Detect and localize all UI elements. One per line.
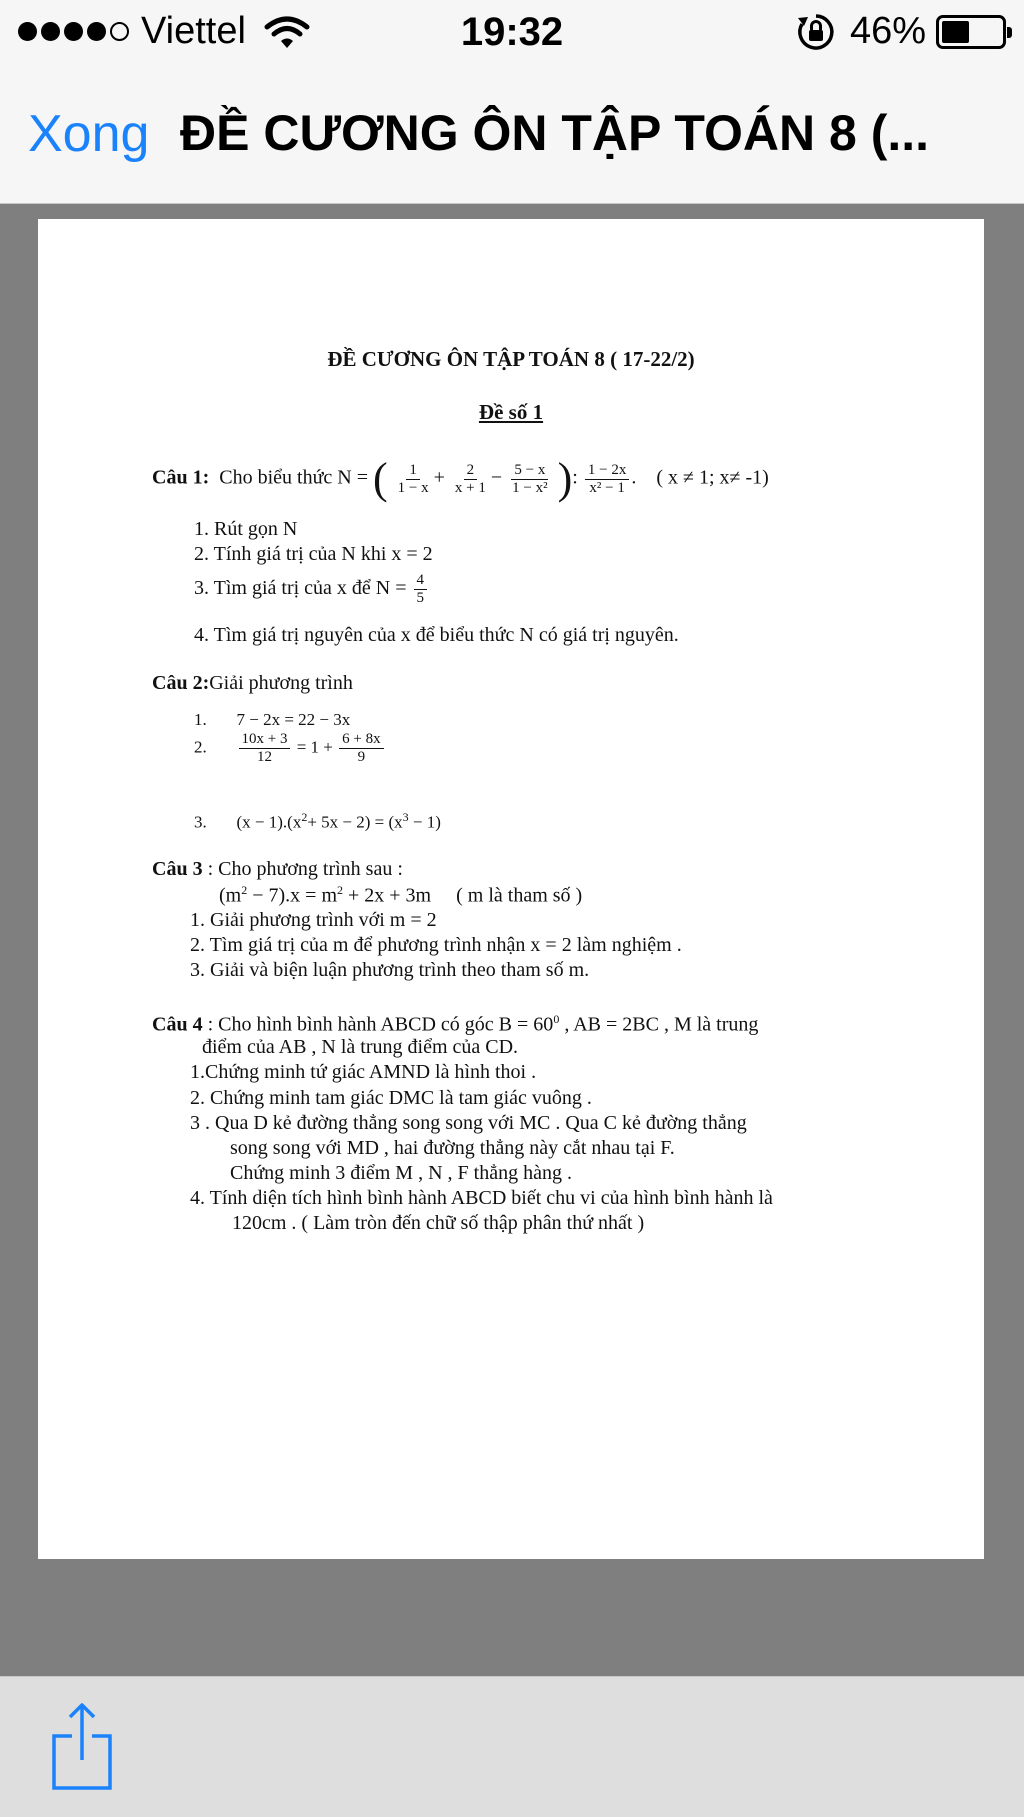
question-4-line: 4. Tính diện tích hình bình hành ABCD biết chu vi của hình bình hành là [190, 1187, 773, 1209]
question-4-line: điểm của AB , N là trung điểm của CD. [202, 1036, 519, 1058]
question-1-header: Câu 1: Cho biểu thức N = ( $\frac{1}{1 - x}$ + $\frac{2}{x + 1}$ − $\frac{5 - x}{\text{1 − x²}}$ ): $\frac{1 - 2x}{\text{x² − 1}}$ . ( x ≠ 1; x≠ -1) [152, 454, 769, 503]
document-viewer[interactable] [0, 204, 1024, 1676]
question-4-header: Câu 4 : Cho hình bình hành ABCD có góc $B = 60^0$ , AB = 2BC , M là trung [152, 1012, 759, 1036]
battery-percent: 46% [849, 10, 926, 52]
question-1-item: 3. Tìm giá trị của x để N = $\frac{4}{5}$ [194, 572, 429, 607]
bottom-toolbar [0, 1676, 1024, 1817]
page-heading: ĐỀ CƯƠNG ÔN TẬP TOÁN 8 ( 17-22/2) [327, 347, 695, 371]
battery-icon [936, 15, 1006, 49]
question-3-item: 2. Tìm giá trị của m để phương trình nhận x = 2 làm nghiệm . [190, 934, 682, 956]
question-4-line: song song với MD , hai đường thẳng này cắt nhau tại F. [230, 1137, 675, 1159]
equation-2: 2. $\frac{10x + 3}{12}$ = 1 + $\frac{6 + 8x}{9}$ [194, 731, 386, 766]
battery-fill [942, 21, 969, 43]
question-1-item: 1. Rút gọn N [194, 518, 298, 540]
status-bar [0, 0, 1024, 66]
question-4-line: 1.Chứng minh tứ giác AMND là hình thoi . [190, 1061, 537, 1083]
done-button[interactable]: Xong [28, 105, 150, 163]
clock: 19:32 [460, 10, 564, 54]
question-3-equation: $(m^2 - 7).x = m^2 + 2x + 3m$ ( m là tham số ) [219, 883, 583, 907]
question-3-item: 3. Giải và biện luận phương trình theo tham số m. [190, 959, 590, 981]
status-right [796, 10, 1006, 53]
equation-3: 3. $(x - 1).(x^2+ 5x - 2) = (x^3 - 1)$ [194, 810, 441, 832]
navigation-bar [0, 66, 1024, 204]
page-subheading: Đề số 1 [478, 400, 544, 424]
question-4-line: Chứng minh 3 điểm M , N , F thẳng hàng . [230, 1162, 572, 1184]
question-1-item: 2. Tính giá trị của N khi x = 2 [194, 543, 433, 565]
equation-1: 1. 7 − 2x = 22 − 3x [194, 710, 351, 729]
share-icon[interactable] [50, 1702, 114, 1792]
document-page[interactable] [38, 219, 984, 1559]
rotation-lock-icon [796, 12, 836, 52]
carrier-name: Viettel [141, 10, 246, 52]
question-2-header: Câu 2:Giải phương trình [152, 672, 353, 694]
question-4-line: 3 . Qua D kẻ đường thẳng song song với MC . Qua C kẻ đường thẳng [190, 1112, 747, 1134]
document-title: ĐỀ CƯƠNG ÔN TẬP TOÁN 8 (... [180, 105, 930, 161]
question-1-item: 4. Tìm giá trị nguyên của x để biểu thức N có giá trị nguyên. [194, 624, 679, 646]
question-4-line: 2. Chứng minh tam giác DMC là tam giác vuông . [190, 1087, 592, 1109]
question-4-line: 120cm . ( Làm tròn đến chữ số thập phân thứ nhất ) [232, 1212, 645, 1234]
question-3-header: Câu 3 : Cho phương trình sau : [152, 858, 403, 880]
question-3-item: 1. Giải phương trình với m = 2 [190, 909, 437, 931]
